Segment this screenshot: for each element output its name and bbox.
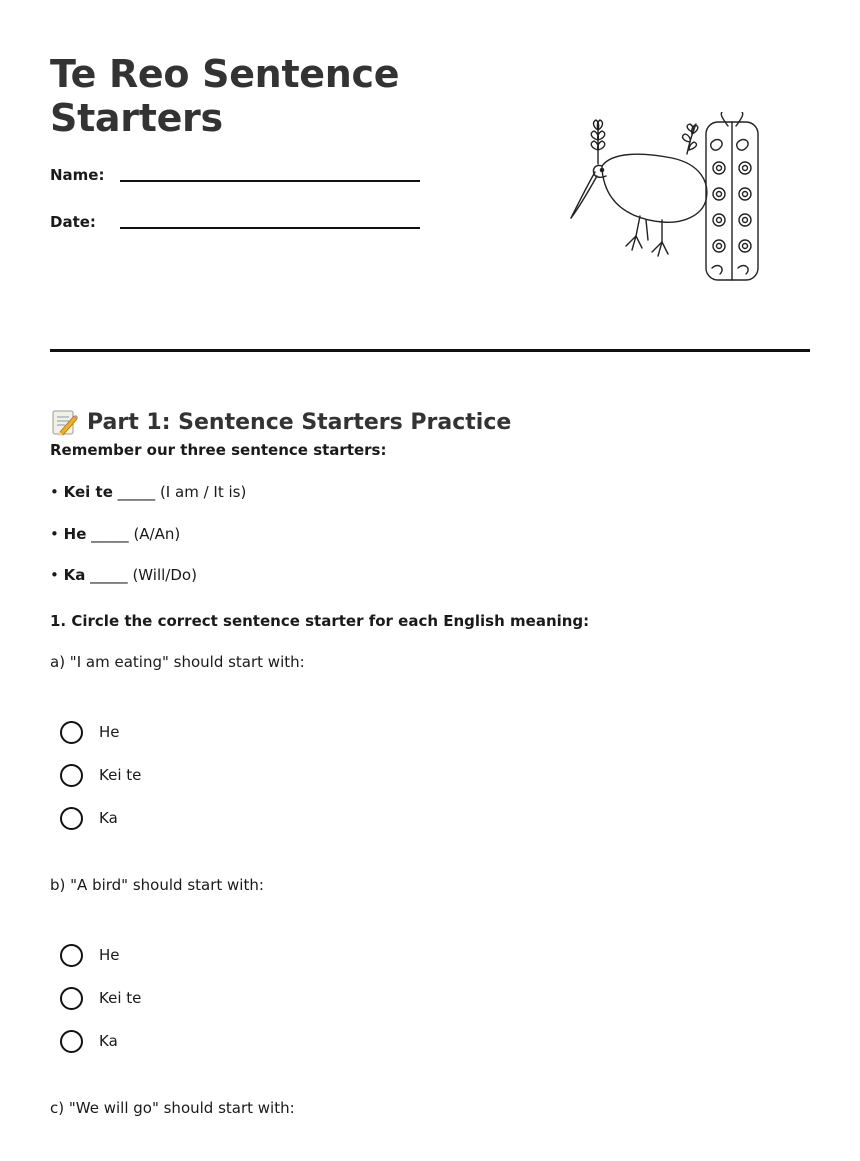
option-1a-he[interactable]: [60, 719, 120, 745]
starter-item-he: [50, 524, 180, 544]
memo-pencil-icon: [50, 408, 78, 436]
page-title: [50, 52, 399, 140]
option-label: Kei te: [99, 989, 142, 1007]
starter-blank: _____: [117, 483, 156, 501]
option-label: Kei te: [99, 766, 142, 784]
radio-circle[interactable]: [60, 944, 83, 967]
date-write-line[interactable]: [120, 227, 420, 229]
starter-meaning: (Will/Do): [132, 566, 197, 584]
option-1b-ka[interactable]: [60, 1028, 118, 1054]
question-1-instruction: 1. Circle the correct sentence starter for each English meaning:: [50, 612, 590, 630]
starter-word: Kei te: [63, 483, 113, 501]
bullet: •: [50, 483, 59, 501]
option-1b-he[interactable]: [60, 942, 120, 968]
name-label: Name:: [50, 166, 105, 184]
option-1a-ka[interactable]: [60, 805, 118, 831]
option-1b-kei-te[interactable]: [60, 985, 141, 1011]
page-title-line-2: Starters: [50, 96, 223, 140]
name-write-line[interactable]: [120, 180, 420, 182]
starter-word: Ka: [63, 566, 86, 584]
page-title-line-1: Te Reo Sentence: [50, 52, 400, 96]
starter-meaning: (A/An): [133, 525, 181, 543]
date-label: Date:: [50, 213, 96, 231]
option-1a-kei-te[interactable]: [60, 762, 141, 788]
starter-item-kei-te: [50, 482, 246, 502]
question-1a-prompt: a) "I am eating" should start with:: [50, 653, 305, 671]
section-divider: [50, 349, 810, 352]
part1-heading: [50, 406, 511, 438]
starter-meaning: (I am / It is): [159, 483, 247, 501]
radio-circle[interactable]: [60, 721, 83, 744]
part1-title: Part 1: Sentence Starters Practice: [87, 409, 512, 435]
starter-item-ka: [50, 565, 197, 585]
starter-blank: _____: [91, 525, 129, 543]
radio-circle[interactable]: [60, 987, 83, 1010]
option-label: He: [99, 723, 120, 741]
option-label: Ka: [99, 809, 118, 827]
option-label: He: [99, 946, 120, 964]
reminder-text: Remember our three sentence starters:: [50, 441, 387, 459]
date-field: [50, 213, 420, 243]
question-1b-prompt: b) "A bird" should start with:: [50, 876, 264, 894]
radio-circle[interactable]: [60, 764, 83, 787]
starter-word: He: [63, 525, 87, 543]
radio-circle[interactable]: [60, 807, 83, 830]
question-1c-prompt: c) "We will go" should start with:: [50, 1099, 295, 1117]
bullet: •: [50, 525, 59, 543]
kiwi-bird-illustration: [562, 112, 767, 287]
name-field: [50, 166, 420, 196]
radio-circle[interactable]: [60, 1030, 83, 1053]
bullet: •: [50, 566, 59, 584]
starter-blank: _____: [90, 566, 128, 584]
option-label: Ka: [99, 1032, 118, 1050]
